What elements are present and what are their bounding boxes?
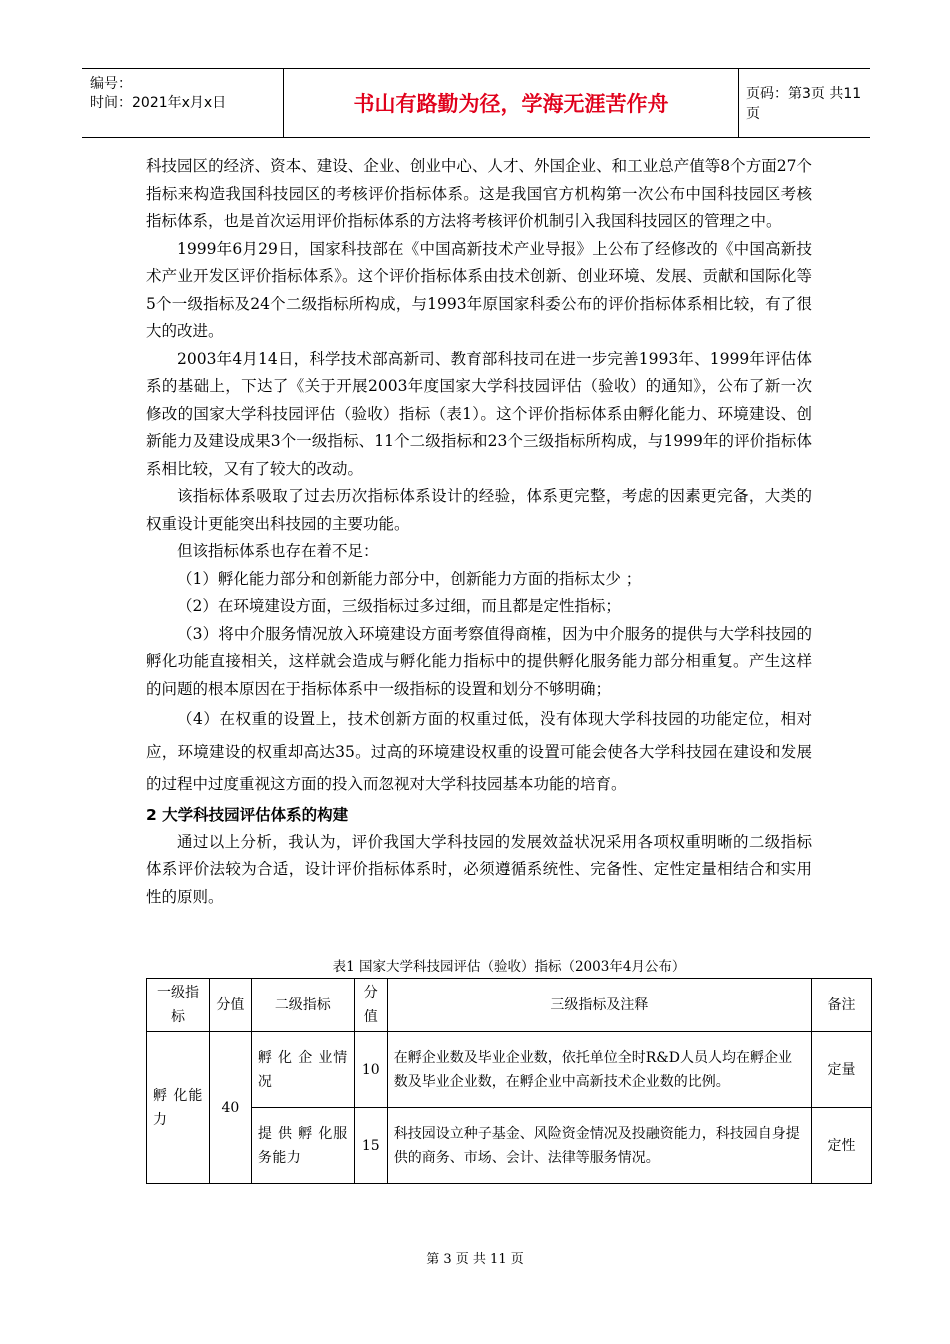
list-item: （3）将中介服务情况放入环境建设方面考察值得商榷，因为中介服务的提供与大学科技园的孵化功能直接相关，这样就会造成与孵化能力指标中的提供孵化服务能力部分相重复。产生这样的问题的根本原因在于指标体系中一级指标的设置和划分不够明确； (146, 624, 812, 698)
table-cell-group-name: 孵 化能力 (147, 1032, 210, 1184)
header-meta (82, 69, 283, 137)
table-header: 二级指标 (251, 979, 354, 1032)
table-cell-score: 10 (354, 1032, 387, 1108)
table-cell-note: 定量 (812, 1032, 872, 1108)
table-cell-sub: 孵 化 企 业情况 (251, 1032, 354, 1108)
table-header: 分值 (354, 979, 387, 1032)
table-row (147, 1108, 872, 1184)
table-header: 一级指标 (147, 979, 210, 1032)
table-header: 分值 (209, 979, 251, 1032)
page-header (82, 68, 870, 138)
table-cell-detail: 在孵企业数及毕业企业数，依托单位全时R&D人员人均在孵企业数及毕业企业数，在孵企业中高新技术企业数的比例。 (387, 1032, 811, 1108)
table-header-row (147, 979, 872, 1032)
paragraph: 通过以上分析，我认为，评价我国大学科技园的发展效益状况采用各项权重明晰的二级指标体系评价法较为合适，设计评价指标体系时，必须遵循系统性、完备性、定性定量相结合和实用性的原则。 (146, 832, 812, 906)
list-item: （1）孵化能力部分和创新能力部分中，创新能力方面的指标太少 ； (177, 569, 642, 588)
header-page-label: 页码：第3页 共11页 (746, 86, 862, 122)
table-cell-group-score: 40 (209, 1032, 251, 1184)
table-row (147, 1032, 872, 1108)
page-footer: 第 3 页 共 11 页 (426, 1252, 524, 1267)
paragraph: 但该指标体系也存在着不足： (177, 542, 379, 560)
table-cell-detail: 科技园设立种子基金、风险资金情况及投融资能力，科技园自身提供的商务、市场、会计、法律等服务情况。 (387, 1108, 811, 1184)
paragraph: 1999年6月29日，国家科技部在《中国高新技术产业导报》上公布了经修改的《中国高新技术产业开发区评价指标体系》。这个评价指标体系由技术创新、创业环境、发展、贡献和国际化等5个一级指标及24个二级指标所构成，与1993年原国家科委公布的评价指标体系相比较，有了很大的改进。 (146, 239, 812, 340)
paragraph: 2003年4月14日，科学技术部高新司、教育部科技司在进一步完善1993年、1999年评估体系的基础上，下达了《关于开展2003年度国家大学科技园评估（验收）的通知》，公布了新一次修改的国家大学科技园评估（验收）指标（表1）。这个评价指标体系由孵化能力、环境建设、创新能力及建设成果3个一级指标、11个二级指标和23个三级指标所构成，与1999年的评价指标体系相比较，又有了较大的改动。 (146, 349, 812, 478)
table-cell-score: 15 (354, 1108, 387, 1184)
paragraph: 科技园区的经济、资本、建设、企业、创业中心、人才、外国企业、和工业总产值等8个方面27个指标来构造我国科技园区的考核评价指标体系。这是我国官方机构第一次公布中国科技园区考核指标体系，也是首次运用评价指标体系的方法将考核评价机制引入我国科技园区的管理之中。 (146, 157, 812, 230)
table-cell-sub: 提 供 孵 化服务能力 (251, 1108, 354, 1184)
evaluation-table (146, 978, 872, 1184)
table-header: 三级指标及注释 (387, 979, 811, 1032)
table-cell-note: 定性 (812, 1108, 872, 1184)
paragraph: 该指标体系吸取了过去历次指标体系设计的经验，体系更完整，考虑的因素更完备，大类的权重设计更能突出科技园的主要功能。 (146, 487, 812, 533)
body-text (146, 153, 812, 911)
table-header: 备注 (812, 979, 872, 1032)
list-item: （4）在权重的设置上，技术创新方面的权重过低，没有体现大学科技园的功能定位，相对应，环境建设的权重却高达35。过高的环境建设权重的设置可能会使各大学科技园在建设和发展的过程中过度重视这方面的投入而忽视对大学科技园基本功能的培育。 (146, 710, 812, 793)
section-title: 2 大学科技园评估体系的构建 (146, 805, 349, 824)
time-label: 时间：2021年x月x日 (90, 95, 227, 111)
table-caption: 表1 国家大学科技园评估（验收）指标（2003年4月公布） (332, 959, 686, 975)
list-item: （2）在环境建设方面，三级指标过多过细，而且都是定性指标； (177, 597, 621, 615)
header-motto: 书山有路勤为径，学海无涯苦作舟 (283, 69, 739, 137)
serial-label: 编号： (90, 76, 132, 92)
